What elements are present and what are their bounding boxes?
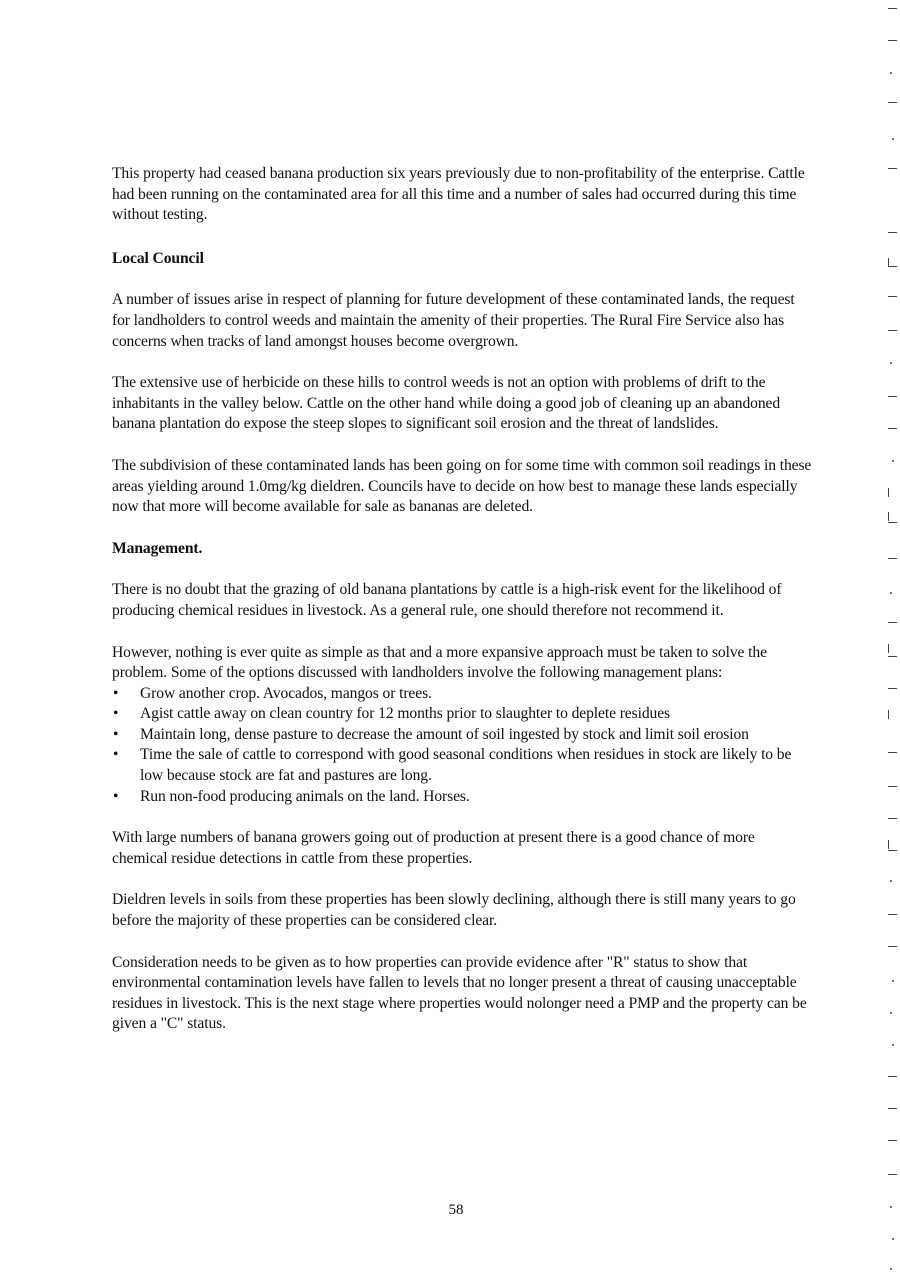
scan-mark xyxy=(888,330,897,331)
scan-speck xyxy=(890,592,892,594)
scan-speck xyxy=(890,880,892,882)
management-plans-list xyxy=(112,684,812,808)
scan-speck xyxy=(892,1044,894,1046)
scan-mark xyxy=(888,710,889,719)
scan-speck xyxy=(890,72,892,74)
scan-mark xyxy=(888,558,897,559)
heading-local-council: Local Council xyxy=(112,249,204,267)
bullet-icon: • xyxy=(113,787,119,805)
scan-mark xyxy=(888,946,897,947)
scan-mark xyxy=(888,622,897,623)
scan-mark xyxy=(888,168,897,169)
scan-mark xyxy=(888,396,897,397)
scan-speck xyxy=(892,138,894,140)
scan-mark xyxy=(888,752,897,753)
list-item xyxy=(112,787,812,808)
scan-mark xyxy=(888,644,889,653)
scan-mark xyxy=(888,688,897,689)
list-item-text: Run non-food producing animals on the land. Horses. xyxy=(140,787,470,805)
scan-mark xyxy=(888,914,897,915)
bullet-icon: • xyxy=(113,684,119,702)
list-item-text: Time the sale of cattle to correspond with good seasonal conditions when residues in stock are likely to be low because stock are fat and pastures are long. xyxy=(140,746,792,785)
scan-mark xyxy=(888,1108,897,1109)
paragraph-council-1: A number of issues arise in respect of planning for future development of these contaminated lands, the request for landholders to control weeds and maintain the amenity of their properties. The Rural Fire Service also has concerns when tracks of land amongst houses become overgrown. xyxy=(112,291,795,350)
document-body xyxy=(112,164,812,1035)
scan-speck xyxy=(892,1238,894,1240)
scan-mark xyxy=(888,40,897,41)
scan-mark xyxy=(888,1174,897,1175)
scan-speck xyxy=(890,362,892,364)
list-item xyxy=(112,745,812,786)
scan-mark xyxy=(888,786,897,787)
scan-mark xyxy=(888,488,889,497)
scan-mark xyxy=(888,1140,897,1141)
scan-margin-artifacts xyxy=(884,0,900,1279)
scan-speck xyxy=(890,1268,892,1270)
list-item-text: Grow another crop. Avocados, mangos or trees. xyxy=(140,684,432,702)
scan-speck xyxy=(890,1206,892,1208)
list-item xyxy=(112,704,812,725)
scan-speck xyxy=(892,460,894,462)
scan-speck xyxy=(892,980,894,982)
list-item-text: Agist cattle away on clean country for 12 months prior to slaughter to deplete residues xyxy=(140,705,671,723)
paragraph-intro: This property had ceased banana production six years previously due to non-profitability of the enterprise. Cattle had been running on the contaminated area for all this time and a number of sales had occurred during this time without testing. xyxy=(112,165,805,224)
scan-speck xyxy=(890,1012,892,1014)
paragraph-council-3: The subdivision of these contaminated lands has been going on for some time with common soil readings in these areas yielding around 1.0mg/kg dieldren. Councils have to decide on how best to manage these lands especially now that more will become available for sale as bananas are deleted. xyxy=(112,456,812,516)
bullet-icon: • xyxy=(113,705,119,723)
scan-mark xyxy=(888,232,897,233)
paragraph-consideration: Consideration needs to be given as to how properties can provide evidence after "R" status to show that environmental contamination levels have fallen to levels that no longer present a threat of causing unacceptable residues in livestock. This is the next stage where properties would nolonger need a PMP and the property can be given a "C" status. xyxy=(112,953,807,1033)
scan-mark xyxy=(888,1076,897,1077)
scan-mark xyxy=(888,102,897,103)
list-item xyxy=(112,725,812,746)
page-number: 58 xyxy=(448,1202,464,1218)
scan-mark xyxy=(888,266,897,267)
paragraph-management-1: There is no doubt that the grazing of old banana plantations by cattle is a high-risk event for the likelihood of producing chemical residues in livestock. As a general rule, one should therefore not recommend it. xyxy=(112,581,782,619)
paragraph-dieldren: Dieldren levels in soils from these properties has been slowly declining, although there is still many years to go before the majority of these properties can be considered clear. xyxy=(112,891,796,930)
scan-mark xyxy=(888,522,897,523)
heading-management: Management. xyxy=(112,539,203,557)
list-item-text: Maintain long, dense pasture to decrease the amount of soil ingested by stock and limit soil erosion xyxy=(140,725,749,743)
scan-mark xyxy=(888,840,889,849)
paragraph-management-2: However, nothing is ever quite as simple as that and a more expansive approach must be taken to solve the problem. Some of the options discussed with landholders involve the following management plans: xyxy=(112,643,767,682)
paragraph-outlook: With large numbers of banana growers going out of production at present there is a good chance of more chemical residue detections in cattle from these properties. xyxy=(112,829,755,867)
scan-mark xyxy=(888,296,897,297)
scan-mark xyxy=(888,8,897,9)
bullet-icon: • xyxy=(113,746,119,764)
paragraph-council-2: The extensive use of herbicide on these hills to control weeds is not an option with problems of drift to the inhabitants in the valley below. Cattle on the other hand while doing a good job of cleaning up an abandoned banana plantation do expose the steep slopes to significant soil erosion and the threat of landslides. xyxy=(112,374,781,433)
scan-mark xyxy=(888,818,897,819)
scan-mark xyxy=(888,656,897,657)
scan-mark xyxy=(888,512,889,521)
list-item xyxy=(112,684,812,705)
scan-mark xyxy=(888,428,897,429)
scan-mark xyxy=(888,850,897,851)
bullet-icon: • xyxy=(113,725,119,743)
